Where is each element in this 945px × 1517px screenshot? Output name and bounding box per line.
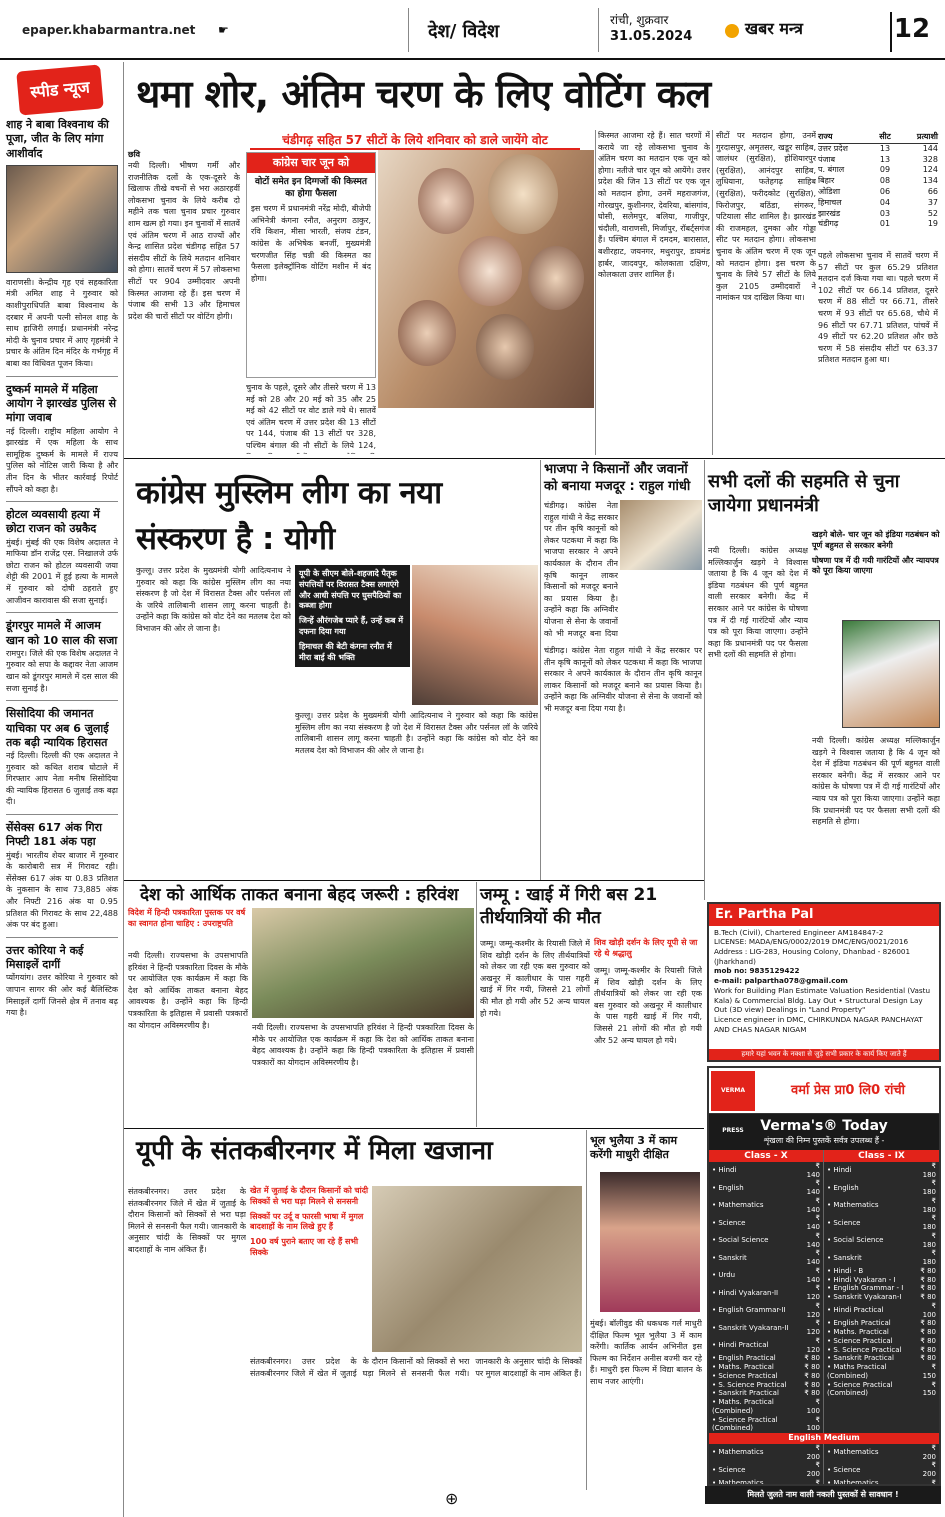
- class-x-label: Class - X: [709, 1150, 823, 1162]
- price-row: [709, 1479, 823, 1486]
- date: 31.05.2024: [610, 29, 693, 45]
- yogi-bullet1: यूपी के सीएम बोले-शहजादे पैतृक संपत्तियों पर विरासत टैक्स लगाएंगे और आधी संपत्ति पर घुसपैठियों का कब्जा होगा: [299, 569, 402, 611]
- book-price: ₹ 80: [804, 1389, 820, 1398]
- book-price: ₹ 80: [920, 1266, 936, 1275]
- book-price: ₹ 180: [922, 1214, 936, 1232]
- jammu-headline: जम्मू : खाई में गिरी बस 21 तीर्थयात्रियों की मौत: [480, 885, 658, 928]
- ad-line2: LICENSE: MADA/ENG/0002/2019 DMC/ENG/0021/2016: [714, 937, 909, 947]
- book-price: ₹ 200: [922, 1443, 936, 1461]
- book-price: ₹ 120: [806, 1336, 820, 1354]
- story7-title: उत्तर कोरिया ने कई मिसाइलें दागीं: [6, 943, 84, 972]
- book-title: • S. Science Practical: [712, 1380, 787, 1389]
- story5-body: नई दिल्ली। दिल्ली की एक अदालत ने गुरुवार को कथित शराब घोटाले में गिरफ्तार आप नेता मनीष सिसोदिया की न्यायिक हिरासत 6 जुलाई तक बढ़ा दी।: [6, 751, 118, 807]
- madhuri-body: मुंबई। बॉलीवुड की धकधक गर्ल माधुरी दीक्षित फिल्म भूल भुलैया 3 में काम करेंगी। कार्तिक आर्यन अभिनीत इस फिल्म का निर्देशन अनीस बज्मी कर रहे हैं। माधुरी इस फिल्म में विद्या बालन के साथ नजर आएंगी।: [590, 1319, 702, 1386]
- book-title: • Hindi Practical: [827, 1306, 884, 1315]
- book-price: ₹ 140: [806, 1196, 820, 1214]
- lead-col1-text: नयी दिल्ली। भीषण गर्मी और राजनीतिक दलों के एक-दूसरे के खिलाफ तीखे वचनों से भरा अठारहवीं लोकसभा चुनाव के लिये करीब दो महीने तक चला चुनाव प्रचार गुरुवार शाम खत्म हो गया। इन चुनावों में सातवें एवं अंतिम चरण में आठ राज्यों और केन्द्र शासित प्रदेश चंडीगढ़ सहित 57 संसदीय सीटों के लिये मतदान शनिवार को होगा।: [128, 161, 240, 275]
- price-row: [709, 1214, 823, 1232]
- book-price: ₹ 80: [804, 1363, 820, 1372]
- story6-title: सेंसेक्स 617 अंक गिरा निफ्टी 181 अंक पहा: [6, 821, 102, 849]
- price-row: [709, 1267, 823, 1285]
- price-row: [709, 1232, 823, 1250]
- price-row: [824, 1381, 939, 1399]
- book-price: ₹ 80: [920, 1336, 936, 1345]
- book-price: ₹ 80: [920, 1293, 936, 1302]
- ad-name: Er. Partha Pal: [709, 904, 939, 926]
- story5-title: सिसोदिया की जमानत याचिका पर अब 6 जुलाई तक बढ़ी न्यायिक हिरासत: [6, 707, 109, 749]
- seat-table-cell: 04: [879, 197, 891, 207]
- price-row: [709, 1302, 823, 1320]
- lead-col1: [128, 160, 240, 456]
- price-row: [709, 1284, 823, 1302]
- ad-line7: Licence engineer in DMC, CHIRKUNDA NAGAR PANCHAYAT AND CHAS NAGAR NIGAM: [714, 1015, 923, 1034]
- ad-partha-pal: [707, 902, 941, 1062]
- seat-table-cell: 19: [927, 219, 938, 229]
- book-title: • Mathematics: [712, 1478, 764, 1486]
- book-title: • Science: [827, 1218, 861, 1227]
- book-title: • Mathematics: [712, 1201, 764, 1210]
- book-price: ₹ 180: [922, 1196, 936, 1214]
- price-row: [824, 1328, 939, 1337]
- book-title: • English Practical: [712, 1354, 776, 1363]
- modi-photo: [488, 154, 558, 234]
- harivansh-kicker: विदेश में हिन्दी पत्रकारिता पुस्तक पर वर्ष का स्वागत होना चाहिए : उपराष्ट्रपति: [128, 908, 246, 928]
- price-row: [824, 1267, 939, 1276]
- sant-headline: यूपी के संतकबीरनगर में मिला खजाना: [136, 1136, 493, 1166]
- book-price: ₹ 140: [806, 1231, 820, 1249]
- book-price: ₹ 140: [806, 1266, 820, 1284]
- book-price: ₹ 80: [920, 1284, 936, 1293]
- candidate-photo: [398, 300, 456, 366]
- candidates-box-sub: वोटों समेत इन दिग्गजों की किस्मत का होगा फैसला: [254, 177, 368, 200]
- sant-bullet1: खेत में जुताई के दौरान किसानों को चांदी सिक्कों से भरा घड़ा मिलने से सनसनी: [250, 1186, 369, 1206]
- story4-body: रामपुर। जिले की एक विशेष अदालत ने गुरुवार को सपा के कद्दावर नेता आजम खान को डूंगरपुर मामले में दस साल की सजा सुनाई है।: [6, 648, 118, 693]
- book-title: • Science Practical: [827, 1336, 893, 1345]
- masthead: [0, 0, 945, 60]
- price-row: [709, 1381, 823, 1390]
- price-row: [709, 1389, 823, 1398]
- verma-series: शृंखला की निम्न पुस्तकें सर्वत्र उपलब्ध हैं -: [763, 1135, 885, 1145]
- seat-table: [818, 132, 938, 230]
- price-row: [824, 1249, 939, 1267]
- book-title: • Hindi: [712, 1166, 737, 1175]
- price-row: [824, 1319, 939, 1328]
- book-price: ₹ 180: [922, 1249, 936, 1267]
- pm-body-cont: नयी दिल्ली। कांग्रेस अध्यक्ष मल्लिकार्जुन खड़गे ने विश्वास जताया है कि 4 जून को देश में इंडिया गठबंधन की पूर्ण बहुमत वाली सरकार बनेगी। केंद्र में सरकार आने पर कांग्रेस के घोषणा पत्र में दी गई गारंटियों और न्याय पत्र को पूरा किया जाएगा। उन्होंने कहा कि प्रधानमंत्री पद पर फैसला सभी दलों की सहमति से होगा।: [812, 736, 940, 827]
- book-title: • Sanskrit: [712, 1253, 747, 1262]
- seat-table-row: [818, 198, 938, 209]
- dateline: [610, 12, 692, 46]
- left-column: [6, 118, 118, 1019]
- book-price: ₹ 80: [804, 1354, 820, 1363]
- story6-body: मुंबई। भारतीय शेयर बाजार में गुरुवार के कारोबारी सत्र में गिरावट रही। सेंसेक्स 617 अंक या 0.83 प्रतिशत के नुकसान के साथ 73,885 अंक और निफ्टी 216 अंक या 0.95 प्रतिशत की गिरावट के साथ 22,488 अंक पर बंद हुआ।: [6, 850, 118, 930]
- book-price: ₹ 140: [806, 1249, 820, 1267]
- book-price: ₹: [815, 1478, 820, 1486]
- candidates-photo-collage: [378, 150, 594, 408]
- seat-table-cell: 06: [879, 186, 891, 196]
- book-title: • Hindi - B: [827, 1266, 864, 1275]
- book-title: • Maths. Practical: [712, 1363, 774, 1372]
- book-price: ₹ 80: [920, 1328, 936, 1337]
- story2-body: नई दिल्ली। राष्ट्रीय महिला आयोग ने झारखंड में एक महिला के साथ सामूहिक दुष्कर्म के मामले में राज्य पुलिस को नोटिस जारी किया है और तीन दिन के भीतर कार्रवाई रिपोर्ट सौंपने को कहा है।: [6, 426, 118, 494]
- book-title: • Science Practical: [712, 1371, 778, 1380]
- ad-phone[interactable]: mob no: 9835129422: [714, 966, 800, 976]
- col-state: राज्य: [818, 132, 833, 141]
- book-price: ₹ 80: [920, 1275, 936, 1284]
- seat-table-row: [818, 209, 938, 220]
- kharge-photo: [842, 620, 940, 728]
- brand-name: खबर मन्त्र: [745, 19, 803, 38]
- book-price: ₹: [931, 1478, 936, 1486]
- yogi-bullets: [295, 565, 410, 667]
- book-title: • Science Practical (Combined): [827, 1380, 893, 1398]
- book-title: • Hindi Vyakaran-II: [712, 1288, 779, 1297]
- story2-title: दुष्कर्म मामले में महिला आयोग ने झारखंड पुलिस से मांगा जवाब: [6, 382, 117, 425]
- story3-title: होटल व्यवसायी हत्या में छोटा राजन को उम्रकैद: [6, 508, 100, 536]
- book-price: ₹ 140: [806, 1179, 820, 1197]
- shah-photo: [6, 165, 118, 273]
- price-row: [709, 1372, 823, 1381]
- seat-table-row: [818, 144, 938, 155]
- madhuri-headline: भूल भुलैया 3 में काम करेंगी माधुरी दीक्षित: [590, 1134, 678, 1162]
- book-title: • Social Science: [712, 1236, 769, 1245]
- book-price: ₹ 150: [922, 1363, 936, 1380]
- jammu-body: जम्मू। जम्मू-कश्मीर के रियासी जिले में शिव खोड़ी दर्शन के लिए तीर्थयात्रियों को लेकर जा रही एक बस गुरुवार को अखनूर में कालीधार के पास गहरी खाई में गिर गयी, जिससे 21 लोगों की मौत हो गयी और 52 अन्य घायल हो गये।: [480, 939, 590, 1018]
- seat-table-cell: चंडीगढ़: [818, 219, 839, 229]
- page-number: 12: [890, 12, 932, 52]
- seat-table-cell: ओडिशा: [818, 186, 841, 196]
- book-title: • Maths. Practical: [827, 1328, 889, 1337]
- yogi-body-cont: कुल्लू। उत्तर प्रदेश के मुख्यमंत्री योगी आदित्यनाथ ने गुरुवार को कहा कि कांग्रेस मुस्लिम लीग का नया संस्करण है जो देश में विरासत टैक्स और पर्सनल लॉ के जरिये तालिबानी शासन लागू करना चाहती है। उन्होंने कहा कि कांग्रेस को वोट देने का मतलब देश को विभाजन की ओर ले जाना है।: [295, 711, 538, 755]
- seat-table-header: [818, 132, 938, 144]
- book-title: • Social Science: [827, 1236, 884, 1245]
- book-price: ₹ 80: [920, 1345, 936, 1354]
- harivansh-body-cont: नयी दिल्ली। राज्यसभा के उपसभापति हरिवंश ने हिन्दी पत्रकारिता दिवस के मौके पर आयोजित एक कार्यक्रम में कहा कि देश को आर्थिक ताकत बनाना बेहद आवश्यक है। उन्होंने कहा कि हिन्दी पत्रकारिता के इतिहास में प्रवासी पत्रकारों का योगदान अविस्मरणीय है।: [252, 1023, 474, 1067]
- book-title: • Maths. Practical (Combined): [712, 1398, 774, 1415]
- book-title: • Hindi Vyakaran - I: [827, 1275, 896, 1284]
- lead-headline: थमा शोर, अंतिम चरण के लिए वोटिंग कल: [136, 72, 711, 116]
- seat-table-cell: प. बंगाल: [818, 165, 845, 175]
- price-row: [709, 1337, 823, 1355]
- lead-col5: सीटों पर मतदान होगा, उनमें गुरदासपुर, अमृतसर, खडूर साहिब, जालंधर (सुरक्षित), होशियारपुर (सुरक्षित), आनंदपुर साहिब, लुधियाना, फतेहगढ़ साहिब (सुरक्षित), फरीदकोट (सुरक्षित), फिरोजपुर, बठिंडा, संगरूर, पटियाला सीट शामिल है। झारखंड की राजमहल, दुमका और गोड्डा सीट पर मतदान होगा। लोकसभा चुनाव के अंतिम चरण में एक जून को मतदान होगा। इस चरण के चुनाव के लिये 57 सीटों के लिये कुल 2105 उम्मीदवारों ने नामांकन पत्र दाखिल किया था।: [716, 131, 816, 303]
- book-price: ₹ 120: [806, 1284, 820, 1302]
- yogi-bullet3: हिमाचल की बेटी कंगना रनौत में मीरा बाई की भक्ति: [299, 641, 392, 662]
- seat-table-cell: बिहार: [818, 176, 835, 186]
- book-price: ₹ 180: [922, 1179, 936, 1197]
- book-title: • Mathematics: [712, 1448, 764, 1457]
- pm-body: नयी दिल्ली। कांग्रेस अध्यक्ष मल्लिकार्जुन खड़गे ने विश्वास जताया है कि 4 जून को देश में इंडिया गठबंधन की पूर्ण बहुमत वाली सरकार बनेगी। केंद्र में सरकार आने पर कांग्रेस के घोषणा पत्र में दी गई गारंटियों और न्याय पत्र को पूरा किया जाएगा। उन्होंने कहा कि प्रधानमंत्री पद पर फैसला सभी दलों की सहमति से होगा।: [708, 546, 808, 660]
- harivansh-photo: [252, 908, 474, 1018]
- price-row: [709, 1249, 823, 1267]
- story3-body: मुंबई। मुंबई की एक विशेष अदालत ने माफिया डॉन राजेंद्र एस. निखालजे उर्फ छोटा राजन को होटल व्यवसायी जया शेट्टी की 2001 में हुई हत्या के मामले में गुरुवार को दोषी ठहराते हुए आजीवन कारावास की सजा सुनाई।: [6, 537, 118, 605]
- book-title: • S. Science Practical: [827, 1345, 902, 1354]
- price-row: [824, 1197, 939, 1215]
- book-price: ₹ 80: [804, 1371, 820, 1380]
- book-price: ₹ 100: [806, 1398, 820, 1415]
- price-row: [824, 1479, 939, 1486]
- book-title: • Mathematics: [827, 1448, 879, 1457]
- harivansh-body: नयी दिल्ली। राज्यसभा के उपसभापति हरिवंश ने हिन्दी पत्रकारिता दिवस के मौके पर आयोजित एक कार्यक्रम में कहा कि देश को आर्थिक ताकत बनाना बेहद आवश्यक है। उन्होंने कहा कि हिन्दी पत्रकारिता के इतिहास में प्रवासी पत्रकारों का योगदान अविस्मरणीय है।: [128, 951, 248, 1030]
- harivansh-headline: देश को आर्थिक ताकत बनाना बेहद जरूरी : हरिवंश: [140, 885, 459, 905]
- sant-body: संतकबीरनगर। उत्तर प्रदेश के संतकबीरनगर जिले में खेत में जुताई के दौरान किसानों को सिक्कों से भरा घड़ा मिलने से सनसनी फैल गयी। जानकारी के अनुसार चांदी के सिक्कों पर मुगल बादशाहों के नाम अंकित हैं।: [128, 1187, 246, 1254]
- book-price: ₹ 100: [922, 1301, 936, 1319]
- yogi-photo: [412, 565, 538, 705]
- jammu-body-cont: जम्मू। जम्मू-कश्मीर के रियासी जिले में शिव खोड़ी दर्शन के लिए तीर्थयात्रियों को लेकर जा रही एक बस गुरुवार को अखनूर में कालीधार के पास गहरी खाई में गिर गयी, जिससे 21 लोगों की मौत हो गयी और 52 अन्य घायल हो गये।: [594, 966, 702, 1045]
- price-row: [824, 1346, 939, 1355]
- ad-footer: हमारे यहां भवन के नक्शा से जुड़े सभी प्रकार के कार्य किए जाते हैं: [709, 1049, 939, 1060]
- book-title: • Science: [712, 1218, 746, 1227]
- kangana-photo: [458, 236, 522, 306]
- rahul-headline: भाजपा ने किसानों और जवानों को बनाया मजदूर : राहुल गांधी: [544, 462, 691, 494]
- rahul-photo: [620, 500, 702, 570]
- seat-table-cell: 328: [922, 154, 938, 164]
- col-candidates: प्रत्याशी: [916, 132, 938, 141]
- sant-bullet2: सिक्कों पर उर्दू व फारसी भाषा में मुगल बादशाहों के नाम लिखे हुए हैं: [250, 1211, 364, 1232]
- sant-bullet3: 100 वर्ष पुराने बताए जा रहे हैं सभी सिक्के: [250, 1237, 359, 1257]
- book-title: • Science: [827, 1465, 861, 1474]
- price-row: [709, 1162, 823, 1180]
- book-price: ₹ 80: [920, 1354, 936, 1363]
- price-row: [824, 1214, 939, 1232]
- book-price: ₹ 150: [922, 1380, 936, 1398]
- book-title: • English Grammar-II: [712, 1306, 786, 1315]
- book-price: ₹ 80: [920, 1319, 936, 1328]
- speed-news-logo: स्पीड न्यूज: [16, 64, 104, 115]
- price-row: [824, 1179, 939, 1197]
- lead-banner: चंडीगढ़ सहित 57 सीटों के लिये शनिवार को डाले जायेंगे वोट: [250, 130, 580, 150]
- book-title: • English Practical: [827, 1319, 891, 1328]
- sant-bullets: [250, 1186, 370, 1259]
- lead-col2-text: सातवें चरण में 57 लोकसभा सीटों पर 904 उम्मीदवार अपनी किस्मत आजमा रहे हैं। इस चरण में पंजाब की सभी 13 और हिमाचल प्रदेश की चारों सीटों पर वोटिंग होगी।: [128, 265, 240, 321]
- price-row: [709, 1179, 823, 1197]
- price-row: [709, 1354, 823, 1363]
- seat-table-row: [818, 176, 938, 187]
- price-row: [709, 1416, 823, 1434]
- book-title: • Hindi Practical: [712, 1341, 769, 1350]
- book-price: ₹ 180: [922, 1231, 936, 1249]
- city-day: रांची, शुक्रवार: [610, 13, 669, 27]
- book-price: ₹ 140: [806, 1214, 820, 1232]
- seat-table-cell: उत्तर प्रदेश: [818, 143, 848, 153]
- story1-body: वाराणसी। केन्द्रीय गृह एवं सहकारिता मंत्री अमित शाह ने गुरुवार को काशीपुराधिपति बाबा विश्वनाथ के दरबार में अपनी पत्नी सोनल शाह के साथ हाजिरी लगाई। प्रधानमंत्री नरेन्द्र मोदी के चुनाव प्रचार में आए गृहमंत्री ने प्रचार के अंतिम दिन मंदिर के गर्भगृह में बाबा का विधिवत पूजन किया।: [6, 277, 118, 369]
- book-price: ₹ 200: [806, 1461, 820, 1479]
- english-medium-label: English Medium: [709, 1433, 939, 1444]
- seat-table-cell: पंजाब: [818, 154, 836, 164]
- candidate-photo: [528, 246, 584, 310]
- seat-table-cell: हिमाचल: [818, 197, 842, 207]
- yogi-bullet2: जिन्हें औरंगजेब प्यारे हैं, उन्हें कब में दफना दिया गया: [299, 616, 404, 636]
- book-title: • Science: [712, 1465, 746, 1474]
- book-title: • Mathematics: [827, 1478, 879, 1486]
- rahul-body: चंडीगढ़। कांग्रेस नेता राहुल गांधी ने केंद्र सरकार पर तीन कृषि कानूनों को लेकर पटकथा में कहा कि भाजपा सरकार ने अपने कार्यकाल के दौरान तीन कृषि कानून लाकर किसानों को मजदूर बनाने का प्रयास किया है। उन्होंने कहा कि अग्निवीर योजना से सेना के जवानों को भी मजदूर बना दिया: [544, 501, 618, 638]
- seat-table-cell: 01: [879, 219, 891, 229]
- seat-table-row: [818, 219, 938, 230]
- book-title: • Hindi: [827, 1166, 852, 1175]
- book-price: ₹ 200: [922, 1461, 936, 1479]
- cursor-icon: ☛: [218, 23, 229, 37]
- seat-table-row: [818, 165, 938, 176]
- price-row: [824, 1302, 939, 1320]
- book-title: • Urdu: [712, 1271, 736, 1280]
- story1-title: शाह ने बाबा विश्वनाथ की पूजा, जीत के लिए मांगा आशीर्वाद: [6, 118, 109, 160]
- price-row: [709, 1319, 823, 1337]
- price-row: [824, 1363, 939, 1381]
- book-title: • Sanskrit Vyakaran-I: [827, 1293, 902, 1302]
- pm-headline: सभी दलों की सहमति से चुना जायेगा प्रधानमंत्री: [708, 471, 900, 517]
- seat-table-row: [818, 187, 938, 198]
- rahul-body-cont: चंडीगढ़। कांग्रेस नेता राहुल गांधी ने केंद्र सरकार पर तीन कृषि कानूनों को लेकर पटकथा में कहा कि भाजपा सरकार ने अपने कार्यकाल के दौरान तीन कृषि कानून लाकर किसानों को मजदूर बनाने का प्रयास किया है। उन्होंने कहा कि अग्निवीर योजना से सेना के जवानों को भी मजदूर बना दिया गया है।: [544, 646, 702, 713]
- price-row: [709, 1197, 823, 1215]
- seat-table-cell: 08: [879, 176, 891, 186]
- book-price: ₹ 180: [922, 1161, 936, 1179]
- candidates-box-title: कांग्रेस चार जून को: [247, 153, 375, 173]
- yogi-headline: कांग्रेस मुस्लिम लीग का नया संस्करण है : योगी: [136, 475, 442, 557]
- madhuri-photo: [600, 1172, 700, 1312]
- lead-col4: किस्मत आजमा रहे हैं। सात चरणों में कराये जा रहे लोकसभा चुनाव के अंतिम चरण का मतदान एक जून को होगा। नतीजे चार जून को आयेंगे। उत्तर प्रदेश की जिन 13 सीटों पर एक जून को मतदान होगा, उनमें महराजगंज, गोरखपुर, कुशीनगर, देवरिया, बांसगांव, घोसी, सलेमपुर, बलिया, गाजीपुर, चंदौली, वाराणसी, मिर्जापुर, रॉबर्ट्सगंज हैं। पश्चिम बंगाल में दमदम, बारासात, बशीरहाट, जयनगर, मथुरापुर, डायमंड हार्बर, जादवपुर, कोलकाता दक्षिण, कोलकाता उत्तर शामिल हैं।: [598, 131, 710, 280]
- candidates-box-body: इस चरण में प्रधानमंत्री नरेंद्र मोदी, बीजेपी अभिनेत्री कंगना रनौत, अनुराग ठाकुर, रवि किशन, मीसा भारती, संजय टंडन, कांग्रेस के अभिषेक बनर्जी, मुख्यमंत्री चरणजीत सिंह चन्नी की किस्मत का फैसला इलेक्ट्रॉनिक वोटिंग मशीन में बंद होगा।: [251, 204, 371, 283]
- book-price: ₹ 120: [806, 1319, 820, 1337]
- ad-verma-press: [707, 1066, 941, 1486]
- book-title: • English: [827, 1183, 859, 1192]
- ad-line3: Address : LIG-283, Housing Colony, Dhanbad - 826001 (Jharkhand): [714, 946, 911, 966]
- registration-mark-icon: ⊕: [445, 1489, 459, 1508]
- book-title: • English: [712, 1183, 744, 1192]
- seat-table-cell: 13: [879, 154, 891, 164]
- book-price: ₹ 100: [806, 1415, 820, 1433]
- pm-bullets: [812, 530, 940, 577]
- price-row: [824, 1293, 939, 1302]
- verma-logo: VERMA PRESS: [711, 1071, 755, 1111]
- book-title: • Science Practical (Combined): [712, 1415, 778, 1433]
- verma-book: Verma's® Today: [760, 1118, 888, 1134]
- seat-table-cell: झारखंड: [818, 208, 841, 218]
- pm-bullet2: घोषणा पत्र में दी गयी गारंटियों और न्यायपत्र को पूरा किया जाएगा: [812, 555, 939, 576]
- book-title: • Sanskrit Practical: [712, 1389, 779, 1398]
- story7-body: प्योंगयांग। उत्तर कोरिया ने गुरुवार को जापान सागर की ओर कई बैलिस्टिक मिसाइलें दागीं जिनसे क्षेत्र में तनाव बढ़ गया है।: [6, 973, 118, 1018]
- verma-title: वर्मा प्रेस प्रा0 लि0 रांची: [791, 1082, 905, 1098]
- book-title: • Mathematics: [827, 1201, 879, 1210]
- seat-table-row: [818, 155, 938, 166]
- seat-table-cell: 09: [879, 165, 891, 175]
- sant-body-cont: संतकबीरनगर। उत्तर प्रदेश के संतकबीरनगर जिले में खेत में जुताई के दौरान किसानों को सिक्कों से भरा घड़ा मिलने से सनसनी फैल गयी। जानकारी के अनुसार चांदी के सिक्कों पर मुगल बादशाहों के नाम अंकित हैं।: [250, 1357, 582, 1378]
- jammu-kicker: शिव खोड़ी दर्शन के लिए यूपी से जा रहे थे श्रद्धालु: [594, 938, 698, 958]
- book-price: ₹ 200: [806, 1443, 820, 1461]
- price-row: [824, 1354, 939, 1363]
- section-title: देश/ विदेश: [428, 21, 500, 42]
- seat-table-cell: 03: [879, 208, 891, 218]
- seat-table-cell: 37: [927, 197, 938, 207]
- price-row: [824, 1444, 939, 1462]
- ad-email[interactable]: e-mail: palpartha078@gmail.com: [714, 976, 848, 986]
- brand-logo-icon: [725, 24, 739, 38]
- ad-line6: Work for Building Plan Estimate Valuation Residential (Vastu Kala) & Commercial Bldg. Lay Out • Structural Design Lay Out (3D view) Dealings in "Land Property": [714, 985, 931, 1015]
- seat-table-cell: 66: [927, 186, 938, 196]
- seat-table-cell: 124: [922, 165, 938, 175]
- price-row: [709, 1461, 823, 1479]
- verma-footer: मिलते जुलते नाम वाली नकली पुस्तकों से सावधान !: [705, 1486, 941, 1504]
- price-row: [824, 1232, 939, 1250]
- book-title: • Sanskrit Vyakaran-II: [712, 1323, 789, 1332]
- lead-dateline: छवि: [128, 150, 141, 159]
- book-title: • Maths Practical (Combined): [827, 1363, 887, 1380]
- lead-col3: चुनाव के पहले, दूसरे और तीसरे चरण में 13 मई को 28 और 20 मई को 35 और 25 मई को 42 सीटों पर वोट डाले गये थे। सातवें एवं अंतिम चरण में उत्तर प्रदेश की 13 सीटों पर 144, पंजाब की 13 सीटों पर 328, पश्चिम बंगाल की नौ सीटों के लिये 124,: [246, 383, 376, 450]
- price-row: [824, 1162, 939, 1180]
- price-row: [824, 1461, 939, 1479]
- seat-table-cell: 134: [922, 176, 938, 186]
- book-title: • Sanskrit Practical: [827, 1354, 894, 1363]
- price-row: [709, 1363, 823, 1372]
- price-row: [824, 1284, 939, 1293]
- candidates-box: [246, 152, 376, 378]
- price-row: [709, 1444, 823, 1462]
- epaper-url[interactable]: epaper.khabarmantra.net: [22, 23, 196, 37]
- ad-line1: B.Tech (Civil), Chartered Engineer AM184847-2: [714, 927, 884, 937]
- seat-table-cell: 52: [927, 208, 938, 218]
- price-row: [709, 1398, 823, 1416]
- col-seats: सीट: [879, 132, 891, 141]
- price-row: [824, 1337, 939, 1346]
- price-row: [824, 1276, 939, 1285]
- seat-table-cell: 144: [922, 143, 938, 153]
- candidate-photo: [476, 314, 534, 380]
- lead-col6: पहले लोकसभा चुनाव में सातवें चरण में 57 सीटों पर कुल 65.29 प्रतिशत मतदान दर्ज किया गया था। पहले चरण में 102 सीटों पर 66.14 प्रतिशत, दूसरे चरण में 88 सीटों पर 66.71, तीसरे चरण में 93 सीटों पर 65.68, चौथे में 96 सीटों पर 67.71 प्रतिशत, पांचवें में 49 सीटों पर 62.20 प्रतिशत और छठे चरण में 58 संसदीय सीटों पर 63.37 प्रतिशत मतदान हुआ था।: [818, 251, 938, 365]
- book-price: ₹ 140: [806, 1161, 820, 1179]
- coins-photo: [372, 1186, 582, 1352]
- book-price: ₹ 120: [806, 1301, 820, 1319]
- candidate-photo: [418, 168, 474, 234]
- book-title: • English Grammar - I: [827, 1284, 904, 1293]
- book-title: • Sanskrit: [827, 1253, 862, 1262]
- yogi-body: कुल्लू। उत्तर प्रदेश के मुख्यमंत्री योगी आदित्यनाथ ने गुरुवार को कहा कि कांग्रेस मुस्लिम लीग का नया संस्करण है जो देश में विरासत टैक्स और पर्सनल लॉ के जरिये तालिबानी शासन लागू करना चाहती है। उन्होंने कहा कि कांग्रेस को वोट देने का मतलब देश को विभाजन की ओर ले जाना है।: [136, 566, 291, 633]
- book-price: ₹ 80: [804, 1380, 820, 1389]
- pm-bullet1: खड़गे बोले- चार जून को इंडिया गठबंधन को पूर्ण बहुमत से सरकार बनेगी: [812, 530, 940, 550]
- story4-title: डूंगरपुर मामले में आजम खान को 10 साल की सजा: [6, 619, 118, 647]
- seat-table-cell: 13: [879, 143, 891, 153]
- class-ix-label: Class - IX: [824, 1150, 939, 1162]
